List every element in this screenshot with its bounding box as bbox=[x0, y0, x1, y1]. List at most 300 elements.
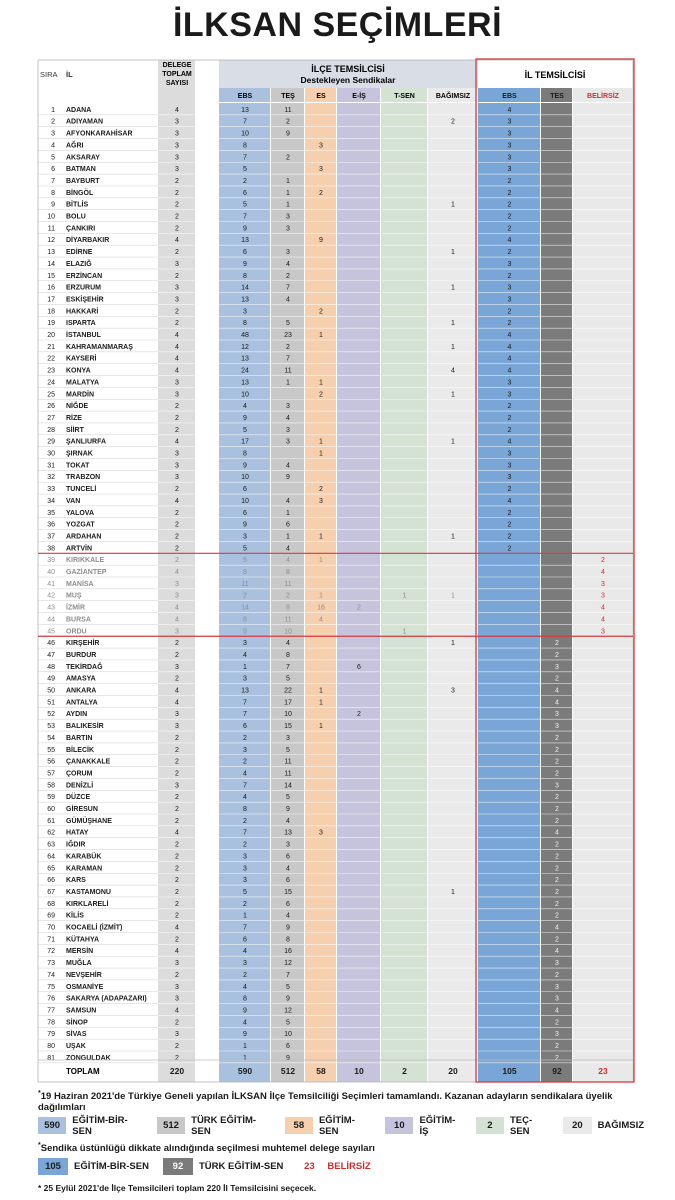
province-name: GÜMÜŞHANE bbox=[66, 817, 112, 825]
legend-il-label-2: BELİRSİZ bbox=[327, 1161, 371, 1173]
cell-ebs: 1 bbox=[243, 912, 247, 920]
cell-tes: 8 bbox=[286, 936, 290, 944]
cell-ebs: 9 bbox=[243, 414, 247, 422]
row-number: 62 bbox=[47, 829, 55, 837]
province-name: KIRKLARELİ bbox=[66, 900, 109, 908]
cell-il_tes: 3 bbox=[555, 983, 559, 991]
province-name: KİLİS bbox=[66, 912, 84, 920]
cell-ebs: 2 bbox=[243, 900, 247, 908]
row-number: 11 bbox=[47, 225, 55, 233]
cell-ebs: 7 bbox=[243, 711, 247, 719]
province-name: KARAMAN bbox=[66, 865, 103, 873]
cell-il_tes: 3 bbox=[555, 711, 559, 719]
row-number: 39 bbox=[47, 557, 55, 565]
row-number: 74 bbox=[47, 971, 55, 979]
cell-d: 2 bbox=[175, 640, 179, 648]
cell-ebs: 3 bbox=[243, 746, 247, 754]
cell-d: 2 bbox=[175, 177, 179, 185]
legend-ilce-chip-1: 512 bbox=[157, 1117, 185, 1134]
cell-tes: 9 bbox=[286, 924, 290, 932]
cell-tes: 1 bbox=[286, 379, 290, 387]
row-number: 81 bbox=[47, 1054, 55, 1062]
cell-es: 2 bbox=[319, 391, 323, 399]
cell-tes: 11 bbox=[284, 616, 292, 624]
cell-d: 3 bbox=[175, 1031, 179, 1039]
row-number: 16 bbox=[47, 284, 55, 292]
row-number: 31 bbox=[47, 462, 55, 470]
row-number: 53 bbox=[47, 723, 55, 731]
cell-il_tes: 4 bbox=[555, 687, 559, 695]
cell-bag: 1 bbox=[451, 201, 455, 209]
cell-il_ebs: 3 bbox=[507, 260, 512, 268]
cell-d: 2 bbox=[175, 746, 179, 754]
cell-tes: 12 bbox=[284, 1007, 292, 1015]
total-ebs: 590 bbox=[237, 1066, 253, 1076]
province-name: ARDAHAN bbox=[66, 533, 102, 541]
cell-ebs: 13 bbox=[241, 687, 249, 695]
cell-il_tes: 4 bbox=[555, 924, 559, 932]
cell-il_bel: 4 bbox=[601, 604, 605, 612]
legend bbox=[38, 1090, 658, 1193]
cell-tes: 4 bbox=[286, 865, 290, 873]
legend-il-label-1: TÜRK EĞİTİM-SEN bbox=[198, 1161, 284, 1173]
cell-il_ebs: 3 bbox=[507, 154, 512, 162]
cell-ebs: 7 bbox=[243, 924, 247, 932]
row-number: 75 bbox=[47, 983, 55, 991]
cell-tes: 6 bbox=[286, 877, 290, 885]
cell-tes: 3 bbox=[286, 403, 290, 411]
cell-il_tes: 2 bbox=[555, 1019, 559, 1027]
cell-il_ebs: 3 bbox=[507, 296, 512, 304]
cell-d: 3 bbox=[175, 711, 179, 719]
cell-ebs: 9 bbox=[243, 1007, 247, 1015]
row-number: 43 bbox=[47, 604, 55, 612]
row-number: 77 bbox=[47, 1007, 55, 1015]
cell-es: 3 bbox=[319, 829, 323, 837]
column-header-eis: E-İŞ bbox=[352, 93, 366, 100]
cell-il_tes: 2 bbox=[555, 794, 559, 802]
cell-ebs: 3 bbox=[243, 640, 247, 648]
cell-d: 4 bbox=[175, 569, 179, 577]
row-number: 35 bbox=[47, 509, 55, 517]
province-name: OSMANİYE bbox=[66, 983, 104, 991]
cell-d: 3 bbox=[175, 462, 179, 470]
cell-es: 1 bbox=[319, 557, 323, 565]
cell-tes: 9 bbox=[286, 130, 290, 138]
cell-tes: 1 bbox=[286, 189, 290, 197]
cell-d: 3 bbox=[175, 296, 179, 304]
cell-il_ebs: 4 bbox=[507, 497, 512, 505]
cell-d: 4 bbox=[175, 924, 179, 932]
ilce-title: İLÇE TEMSİLCİSİ bbox=[311, 64, 385, 74]
cell-il_ebs: 2 bbox=[507, 272, 512, 280]
province-name: ELAZIĞ bbox=[66, 260, 92, 268]
cell-il_bel: 4 bbox=[601, 569, 605, 577]
cell-d: 2 bbox=[175, 201, 179, 209]
cell-d: 4 bbox=[175, 343, 179, 351]
cell-ebs: 2 bbox=[243, 758, 247, 766]
cell-ebs: 2 bbox=[243, 971, 247, 979]
cell-bag: 1 bbox=[451, 320, 455, 328]
row-number: 20 bbox=[47, 332, 55, 340]
row-number: 2 bbox=[51, 118, 55, 126]
cell-bag: 1 bbox=[451, 391, 455, 399]
cell-tes: 14 bbox=[284, 782, 292, 790]
cell-d: 4 bbox=[175, 604, 179, 612]
province-name: ARTVİN bbox=[66, 545, 93, 553]
row-number: 4 bbox=[51, 142, 55, 150]
row-number: 50 bbox=[47, 687, 55, 695]
province-name: ÇANKIRI bbox=[66, 225, 96, 233]
cell-bag: 1 bbox=[451, 640, 455, 648]
cell-il_ebs: 2 bbox=[507, 213, 512, 221]
cell-d: 2 bbox=[175, 734, 179, 742]
cell-il_tes: 3 bbox=[555, 782, 559, 790]
cell-ebs: 7 bbox=[243, 213, 247, 221]
cell-ebs: 8 bbox=[243, 806, 247, 814]
province-name: MANİSA bbox=[66, 580, 94, 588]
column-header-es: ES bbox=[316, 93, 326, 100]
cell-il_ebs: 3 bbox=[507, 284, 512, 292]
row-number: 34 bbox=[47, 497, 55, 505]
cell-bag: 1 bbox=[451, 284, 455, 292]
province-name: KIRŞEHİR bbox=[66, 640, 100, 648]
cell-d: 2 bbox=[175, 651, 179, 659]
cell-tes: 4 bbox=[286, 557, 290, 565]
cell-tes: 5 bbox=[286, 794, 290, 802]
row-number: 61 bbox=[47, 817, 55, 825]
cell-bag: 1 bbox=[451, 249, 455, 257]
row-number: 78 bbox=[47, 1019, 55, 1027]
cell-tes: 11 bbox=[284, 758, 292, 766]
cell-il_ebs: 2 bbox=[507, 249, 512, 257]
cell-ebs: 9 bbox=[243, 225, 247, 233]
cell-il_tes: 2 bbox=[555, 651, 559, 659]
cell-ebs: 3 bbox=[243, 533, 247, 541]
row-number: 52 bbox=[47, 711, 55, 719]
province-name: DÜZCE bbox=[66, 794, 91, 802]
cell-ebs: 9 bbox=[243, 521, 247, 529]
cell-ebs: 17 bbox=[241, 438, 249, 446]
cell-d: 3 bbox=[175, 782, 179, 790]
cell-il_tes: 4 bbox=[555, 829, 559, 837]
cell-tes: 1 bbox=[286, 533, 290, 541]
row-number: 19 bbox=[47, 320, 55, 328]
cell-il_ebs: 4 bbox=[507, 355, 512, 363]
delege-header-3: SAYISI bbox=[165, 80, 189, 87]
cell-d: 4 bbox=[175, 355, 179, 363]
province-name: İZMİR bbox=[66, 604, 86, 612]
cell-d: 2 bbox=[175, 841, 179, 849]
province-name: SAMSUN bbox=[66, 1007, 97, 1015]
row-number: 65 bbox=[47, 865, 55, 873]
province-name: KÜTAHYA bbox=[66, 936, 100, 944]
legend-ilce-chip-2: 58 bbox=[285, 1117, 313, 1134]
province-name: ESKİŞEHİR bbox=[66, 296, 104, 304]
cell-ebs: 10 bbox=[241, 130, 249, 138]
province-name: DİYARBAKIR bbox=[66, 237, 110, 245]
column-header-tes: TEŞ bbox=[281, 93, 295, 100]
cell-d: 2 bbox=[175, 1054, 179, 1062]
row-number: 73 bbox=[47, 960, 55, 968]
legend-il-chip-1: 92 bbox=[163, 1158, 193, 1175]
cell-ebs: 13 bbox=[241, 237, 249, 245]
cell-ebs: 7 bbox=[243, 699, 247, 707]
row-number: 57 bbox=[47, 770, 55, 778]
province-name: BİTLİS bbox=[66, 201, 89, 209]
cell-tes: 6 bbox=[286, 853, 290, 861]
cell-es: 3 bbox=[319, 166, 323, 174]
cell-eis: 2 bbox=[357, 711, 361, 719]
cell-il_tes: 2 bbox=[555, 675, 559, 683]
cell-tes: 7 bbox=[286, 663, 290, 671]
cell-il_tes: 2 bbox=[555, 912, 559, 920]
province-name: TUNCELİ bbox=[66, 486, 97, 494]
cell-il_tes: 2 bbox=[555, 853, 559, 861]
cell-bag: 1 bbox=[451, 592, 455, 600]
cell-ebs: 5 bbox=[243, 426, 247, 434]
cell-il_tes: 3 bbox=[555, 723, 559, 731]
cell-d: 2 bbox=[175, 794, 179, 802]
cell-bag: 1 bbox=[451, 343, 455, 351]
row-number: 9 bbox=[51, 201, 55, 209]
cell-tes: 15 bbox=[284, 723, 292, 731]
row-number: 54 bbox=[47, 734, 55, 742]
cell-ebs: 6 bbox=[243, 189, 247, 197]
cell-tes: 5 bbox=[286, 1019, 290, 1027]
total-il_tes: 92 bbox=[552, 1066, 562, 1076]
row-number: 66 bbox=[47, 877, 55, 885]
cell-d: 2 bbox=[175, 888, 179, 896]
province-name: KARABÜK bbox=[66, 853, 102, 861]
province-name: TEKİRDAĞ bbox=[66, 663, 103, 671]
province-name: MALATYA bbox=[66, 379, 100, 387]
province-name: AFYONKARAHİSAR bbox=[66, 130, 133, 138]
row-number: 38 bbox=[47, 545, 55, 553]
cell-tes: 3 bbox=[286, 249, 290, 257]
row-number: 47 bbox=[47, 651, 55, 659]
cell-es: 1 bbox=[319, 379, 323, 387]
row-number: 42 bbox=[47, 592, 55, 600]
row-number: 25 bbox=[47, 391, 55, 399]
column-header-il_bel: BELİRSİZ bbox=[587, 93, 619, 100]
cell-ebs: 9 bbox=[243, 628, 247, 636]
cell-tes: 9 bbox=[286, 995, 290, 1003]
row-number: 48 bbox=[47, 663, 55, 671]
legend-ilce-label-0: EĞİTİM-BİR-SEN bbox=[72, 1114, 128, 1137]
total-bag: 20 bbox=[448, 1066, 458, 1076]
cell-il_tes: 4 bbox=[555, 699, 559, 707]
cell-d: 3 bbox=[175, 580, 179, 588]
province-name: KAHRAMANMARAŞ bbox=[66, 343, 133, 351]
il-title: İL TEMSİLCİSİ bbox=[524, 70, 586, 80]
cell-il_tes: 2 bbox=[555, 936, 559, 944]
row-number: 79 bbox=[47, 1031, 55, 1039]
column-header-il_tes: TES bbox=[550, 93, 564, 100]
total-tsen: 2 bbox=[402, 1066, 407, 1076]
province-name: ADIYAMAN bbox=[66, 118, 104, 126]
row-number: 63 bbox=[47, 841, 55, 849]
legend-ilce-label-2: EĞİTİM-SEN bbox=[318, 1114, 355, 1137]
cell-il_ebs: 2 bbox=[507, 177, 512, 185]
cell-d: 2 bbox=[175, 770, 179, 778]
row-number: 46 bbox=[47, 640, 55, 648]
province-name: VAN bbox=[66, 497, 81, 505]
ilce-subtitle: Destekleyen Sendikalar bbox=[300, 75, 396, 85]
cell-ebs: 24 bbox=[241, 367, 249, 375]
cell-tes: 22 bbox=[284, 687, 292, 695]
cell-il_tes: 4 bbox=[555, 1007, 559, 1015]
legend-ilce-chip-4: 2 bbox=[476, 1117, 504, 1134]
total-il_ebs: 105 bbox=[502, 1066, 517, 1076]
cell-ebs: 9 bbox=[243, 260, 247, 268]
cell-il_ebs: 2 bbox=[507, 486, 512, 494]
row-number: 1 bbox=[51, 106, 55, 114]
row-number: 10 bbox=[47, 213, 55, 221]
cell-il_ebs: 3 bbox=[507, 166, 512, 174]
cell-d: 4 bbox=[175, 948, 179, 956]
cell-tes: 13 bbox=[284, 829, 292, 837]
cell-tes: 3 bbox=[286, 225, 290, 233]
province-name: SİNOP bbox=[66, 1019, 88, 1027]
cell-il_ebs: 3 bbox=[507, 142, 512, 150]
legend-note-2: *Sendika üstünlüğü dikkate alındığında seçilmesi muhtemel delege sayıları bbox=[38, 1142, 375, 1155]
row-number: 64 bbox=[47, 853, 55, 861]
column-header-bag: BAĞIMSIZ bbox=[435, 93, 471, 100]
cell-d: 2 bbox=[175, 806, 179, 814]
cell-il_ebs: 2 bbox=[507, 225, 512, 233]
cell-tes: 4 bbox=[286, 414, 290, 422]
cell-ebs: 3 bbox=[243, 675, 247, 683]
cell-ebs: 11 bbox=[241, 580, 249, 588]
province-name: KAYSERİ bbox=[66, 355, 97, 363]
row-number: 58 bbox=[47, 782, 55, 790]
cell-ebs: 2 bbox=[243, 592, 247, 600]
cell-il_ebs: 4 bbox=[507, 332, 512, 340]
row-number: 14 bbox=[47, 260, 55, 268]
cell-ebs: 8 bbox=[243, 142, 247, 150]
cell-d: 3 bbox=[175, 166, 179, 174]
cell-d: 3 bbox=[175, 379, 179, 387]
province-name: KARS bbox=[66, 877, 86, 885]
cell-d: 3 bbox=[175, 260, 179, 268]
cell-d: 3 bbox=[175, 142, 179, 150]
cell-tes: 5 bbox=[286, 746, 290, 754]
cell-ebs: 3 bbox=[243, 960, 247, 968]
cell-il_tes: 2 bbox=[555, 841, 559, 849]
cell-d: 2 bbox=[175, 557, 179, 565]
cell-ebs: 8 bbox=[243, 616, 247, 624]
cell-ebs: 8 bbox=[243, 320, 247, 328]
cell-d: 4 bbox=[175, 687, 179, 695]
cell-d: 3 bbox=[175, 723, 179, 731]
cell-d: 2 bbox=[175, 1043, 179, 1051]
cell-ebs: 10 bbox=[241, 497, 249, 505]
cell-ebs: 10 bbox=[241, 391, 249, 399]
cell-es: 4 bbox=[319, 616, 323, 624]
cell-es: 2 bbox=[319, 189, 323, 197]
cell-d: 2 bbox=[175, 403, 179, 411]
row-number: 27 bbox=[47, 414, 55, 422]
row-number: 44 bbox=[47, 616, 55, 624]
cell-d: 2 bbox=[175, 533, 179, 541]
row-number: 12 bbox=[47, 237, 55, 245]
cell-tsen: 1 bbox=[402, 592, 407, 600]
cell-tes: 4 bbox=[286, 912, 290, 920]
cell-es: 3 bbox=[319, 497, 323, 505]
row-number: 59 bbox=[47, 794, 55, 802]
cell-tes: 10 bbox=[284, 1031, 292, 1039]
cell-ebs: 6 bbox=[243, 249, 247, 257]
cell-ebs: 7 bbox=[243, 782, 247, 790]
cell-es: 1 bbox=[319, 450, 323, 458]
cell-eis: 2 bbox=[357, 604, 361, 612]
cell-il_ebs: 4 bbox=[507, 237, 512, 245]
row-number: 60 bbox=[47, 806, 55, 814]
province-name: ANKARA bbox=[66, 687, 97, 695]
cell-il_ebs: 3 bbox=[507, 450, 512, 458]
province-name: ERZURUM bbox=[66, 284, 101, 292]
cell-il_tes: 3 bbox=[555, 960, 559, 968]
row-number: 26 bbox=[47, 403, 55, 411]
cell-il_ebs: 2 bbox=[507, 426, 512, 434]
cell-d: 2 bbox=[175, 249, 179, 257]
cell-d: 3 bbox=[175, 284, 179, 292]
cell-d: 3 bbox=[175, 592, 179, 600]
cell-d: 2 bbox=[175, 936, 179, 944]
row-number: 55 bbox=[47, 746, 55, 754]
row-number: 33 bbox=[47, 486, 55, 494]
cell-es: 1 bbox=[319, 332, 323, 340]
province-name: ADANA bbox=[66, 106, 92, 114]
row-number: 41 bbox=[47, 580, 55, 588]
province-name: BAYBURT bbox=[66, 177, 100, 185]
cell-il_ebs: 3 bbox=[507, 474, 512, 482]
cell-ebs: 14 bbox=[241, 284, 249, 292]
cell-tes: 7 bbox=[286, 971, 290, 979]
cell-ebs: 4 bbox=[243, 948, 247, 956]
cell-ebs: 7 bbox=[243, 118, 247, 126]
province-name: BİLECİK bbox=[66, 746, 94, 754]
cell-ebs: 2 bbox=[243, 817, 247, 825]
cell-d: 2 bbox=[175, 486, 179, 494]
legend-il-chip-2: 23 bbox=[297, 1158, 321, 1175]
cell-ebs: 4 bbox=[243, 794, 247, 802]
row-number: 18 bbox=[47, 308, 55, 316]
cell-bag: 3 bbox=[451, 687, 455, 695]
province-name: RİZE bbox=[66, 414, 82, 422]
province-name: GİRESUN bbox=[66, 806, 98, 814]
cell-tes: 17 bbox=[284, 699, 292, 707]
cell-tes: 5 bbox=[286, 675, 290, 683]
cell-d: 2 bbox=[175, 308, 179, 316]
cell-eis: 6 bbox=[357, 663, 361, 671]
cell-d: 3 bbox=[175, 450, 179, 458]
cell-il_tes: 3 bbox=[555, 1031, 559, 1039]
cell-il_tes: 3 bbox=[555, 995, 559, 1003]
province-name: DENİZLİ bbox=[66, 782, 94, 790]
cell-d: 2 bbox=[175, 521, 179, 529]
legend-ilce-label-5: BAĞIMSIZ bbox=[597, 1120, 645, 1132]
cell-d: 3 bbox=[175, 628, 179, 636]
cell-tes: 6 bbox=[286, 521, 290, 529]
cell-tes: 1 bbox=[286, 509, 290, 517]
cell-d: 3 bbox=[175, 663, 179, 671]
province-name: HATAY bbox=[66, 829, 89, 837]
row-number: 49 bbox=[47, 675, 55, 683]
cell-ebs: 4 bbox=[243, 1019, 247, 1027]
row-number: 36 bbox=[47, 521, 55, 529]
